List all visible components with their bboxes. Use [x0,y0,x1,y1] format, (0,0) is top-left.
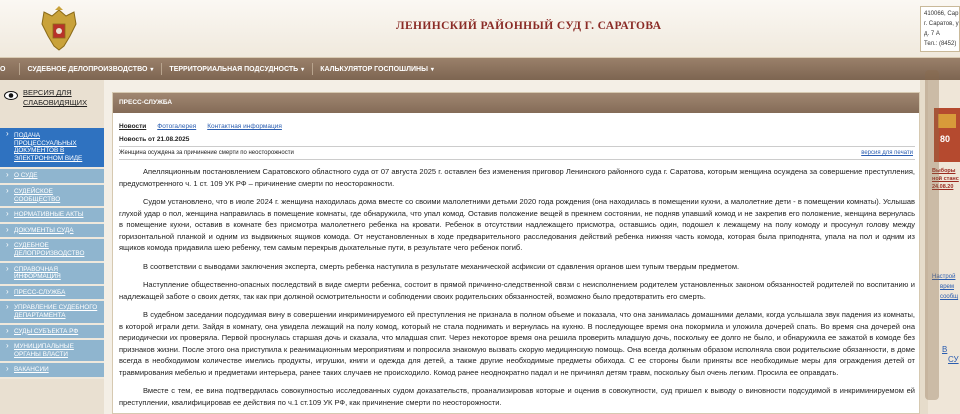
tab-contact-info[interactable]: Контактная информация [207,123,282,130]
tab-news[interactable]: Новости [119,123,147,130]
section-header: ПРЕСС-СЛУЖБА [113,93,919,113]
top-navigation [0,58,960,80]
print-version-link[interactable]: версия для печати [861,150,913,156]
address-line: 410066, Сар [924,11,959,17]
sidebar-item-department[interactable]: › УПРАВЛЕНИЕ СУДЕБНОГО ДЕПАРТАМЕНТА [0,301,104,324]
divider [119,159,915,160]
sidebar-menu [0,128,104,379]
address-line: д. 7 А [924,31,940,37]
topnav-item-jurisdiction[interactable] [169,66,312,73]
sidebar-item-judges[interactable]: › СУДЕЙСКОЕ СООБЩЕСТВО [0,185,104,208]
article-paragraph: В соответствии с выводами заключения эксперта, смерть ребенка наступила в результате механической асфиксии от сдавления органов шеи тупым твердым предметом. [143,261,740,271]
sidebar-item-documents[interactable]: › ДОКУМЕНТЫ СУДА [0,224,104,240]
article-body [119,166,915,414]
topnav-item-fee-calculator[interactable] [320,66,442,73]
coat-of-arms-icon [36,6,82,54]
sidebar-item-e-filing[interactable]: › ПОДАЧА ПРОЦЕССУАЛЬНЫХ ДОКУМЕНТОВ В ЭЛЕКТРОННОМ ВИДЕ [0,128,104,169]
nav-divider [161,63,162,75]
nav-divider [312,63,313,75]
right-link[interactable]: Настрой [932,274,956,280]
address-line: Тел.: (8452) [924,41,957,47]
right-election-line[interactable]: ной станс [932,176,959,182]
watermark-logo [905,60,960,414]
left-sidebar [0,80,104,414]
right-election-line[interactable]: Выборы [932,168,956,174]
chevron-down-icon: ▾ [301,66,305,73]
eye-icon [4,91,18,100]
topnav-label: КАЛЬКУЛЯТОР ГОСПОШЛИНЫ [320,65,428,73]
news-date: Новость от 21.08.2025 [119,136,190,143]
vision-impaired-toggle[interactable] [0,88,104,122]
main-content [112,92,920,414]
address-box [920,6,960,52]
article-paragraph: Апелляционным постановлением Саратовского областного суда от 07 августа 2025 г. оставлен без изменения приговор Ленинского районного суда г. Саратова, которым женщина осуждена за совершение преступления, предусмотренного ч. 1 ст. 109 УК РФ – причинение смерти по неосторожности. [119,167,915,188]
sidebar-item-proceedings[interactable]: › СУДЕБНОЕ ДЕЛОПРОИЗВОДСТВО [0,239,104,262]
court-title: ЛЕНИНСКИЙ РАЙОННЫЙ СУД Г. САРАТОВА [396,20,662,32]
topnav-label: СУДЕБНОЕ ДЕЛОПРОИЗВОДСТВО [27,65,148,73]
right-link[interactable]: врем [940,284,954,290]
tab-photo-gallery[interactable]: Фотогалерея [157,123,197,130]
sidebar-item-about-court[interactable]: › О СУДЕ [0,169,104,185]
site-header [0,0,960,58]
topnav-item-court-proceedings[interactable] [27,66,161,73]
sidebar-item-municipal[interactable]: › МУНИЦИПАЛЬНЫЕ ОРГАНЫ ВЛАСТИ [0,340,104,363]
topnav-item-about[interactable] [0,66,13,73]
sidebar-item-press[interactable]: › ПРЕСС-СЛУЖБА [0,286,104,302]
chevron-down-icon: ▾ [430,66,434,73]
article-paragraph: В судебном заседании подсудимая вину в совершении инкриминируемого ей преступления не признала в полном объеме и показала, что она занималась домашними делами, когда услышала звук падения из комнаты, в которой играли дети. Зайдя в комнату, она увидела лежащий на полу комод, который не стала поднимать и вернулась на кухню. В последующее время она покормила и уложила дочерей спать. Во время сна дочерей она периодически их проверяла. Первой проснулась старшая дочь и сказала, что младшая спит. Через некоторое время она решила проверить младшую дочь, поскольку ее долго не было, и обнаружила ее зажатой в комоде без признаков жизни. После этого она приступила к реанимационным мероприятиям и попросила знакомую вызвать скорую медицинскую помощь. Она всегда должным образом исполняла свои родительские обязанности, в доме всегда в необходимом количестве имелись продукты, игрушки, книги и одежда для детей, а также другие необходимые предметы обихода. С ее стороны были приняты все необходимые меры для ограждения детей от травмирования мебелью и предметами интерьера, ранее таких случаев не происходило. Комод ранее неоднократно падал и не причинял детям травм, поскольку был очень легким. Просила ее оправдать. [119,310,915,377]
right-election-line[interactable]: 24.08.20 [932,184,954,190]
article-paragraph: Наступление общественно-опасных последствий в виде смерти ребенка, состоит в прямой причинно-следственной связи с неисполнением родителем установленных законом обязанностей родителей по воспитанию и надлежащей заботе о своих детях, так как при должной осмотрительности и соблюдении своих родительских обязанностей, возможно было предотвратить его смерть. [119,280,915,301]
article-paragraph: Судом установлено, что в июле 2024 г. женщина находилась дома вместе со своими малолетними детьми 2020 года рождения (она находилась в помещении кухни, а малолетние дети - в помещении комнаты). Услышав глухой удар о пол, женщина направилась в помещение комнаты, где обнаружила, что упал комод. Оставив положение вещей в прежнем состоянии, не подняв упавший комод и не закрепив его положение, женщина вернулась в помещение кухни, оставив в комнате без присмотра малолетнего ребенка на кровати. Ребенок в отсутствии надлежащего присмотра, оставшись один, подошел к лежащему на полу комоду и просунул голову между горизонтальной планкой и одним из выдвижных ящиков комода. От неустановленных в ходе предварительного расследования действий ребенка нижняя часть комода, которая была приподнята, упала на пол и одним из ящиков комода придавила шею ребенку, тем самым перекрыв дыхательные пути, в результате чего ребенок погиб. [119,197,915,252]
sidebar-item-vacancies[interactable]: › ВАКАНСИИ [0,363,104,379]
content-tabs [119,123,282,130]
article-paragraph: Вместе с тем, ее вина подтвердилась совокупностью исследованных судом доказательств, проанализировав которые и оценив в совокупности, суд пришел к выводу о виновности подсудимой в инкриминируемом ей преступлении, квалифицировав ее действия по ч.1 ст.109 УК РФ, как причинение смерти по неосторожности. [119,386,915,407]
vision-impaired-link[interactable]: ВЕРСИЯ ДЛЯ СЛАБОВИДЯЩИХ [23,88,88,107]
right-link[interactable]: сообщ [940,294,959,300]
nav-divider [19,63,20,75]
right-link[interactable]: В [942,345,948,354]
sidebar-item-reference[interactable]: › СПРАВОЧНАЯ ИНФОРМАЦИЯ [0,263,104,286]
topnav-label: ТЕРРИТОРИАЛЬНАЯ ПОДСУДНОСТЬ [169,65,299,73]
banner-number: 80 [940,134,951,144]
address-line: г. Саратов, у [924,21,959,27]
sidebar-item-regulations[interactable]: › НОРМАТИВНЫЕ АКТЫ [0,208,104,224]
topnav-label: О [0,65,6,73]
right-link[interactable]: СУ [948,355,959,364]
news-headline: Женщина осуждена за причинение смерти по неосторожности [119,150,294,156]
divider [119,146,915,147]
chevron-down-icon: ▾ [150,66,154,73]
sidebar-item-regional-courts[interactable]: › СУДЫ СУБЪЕКТА РФ [0,325,104,341]
